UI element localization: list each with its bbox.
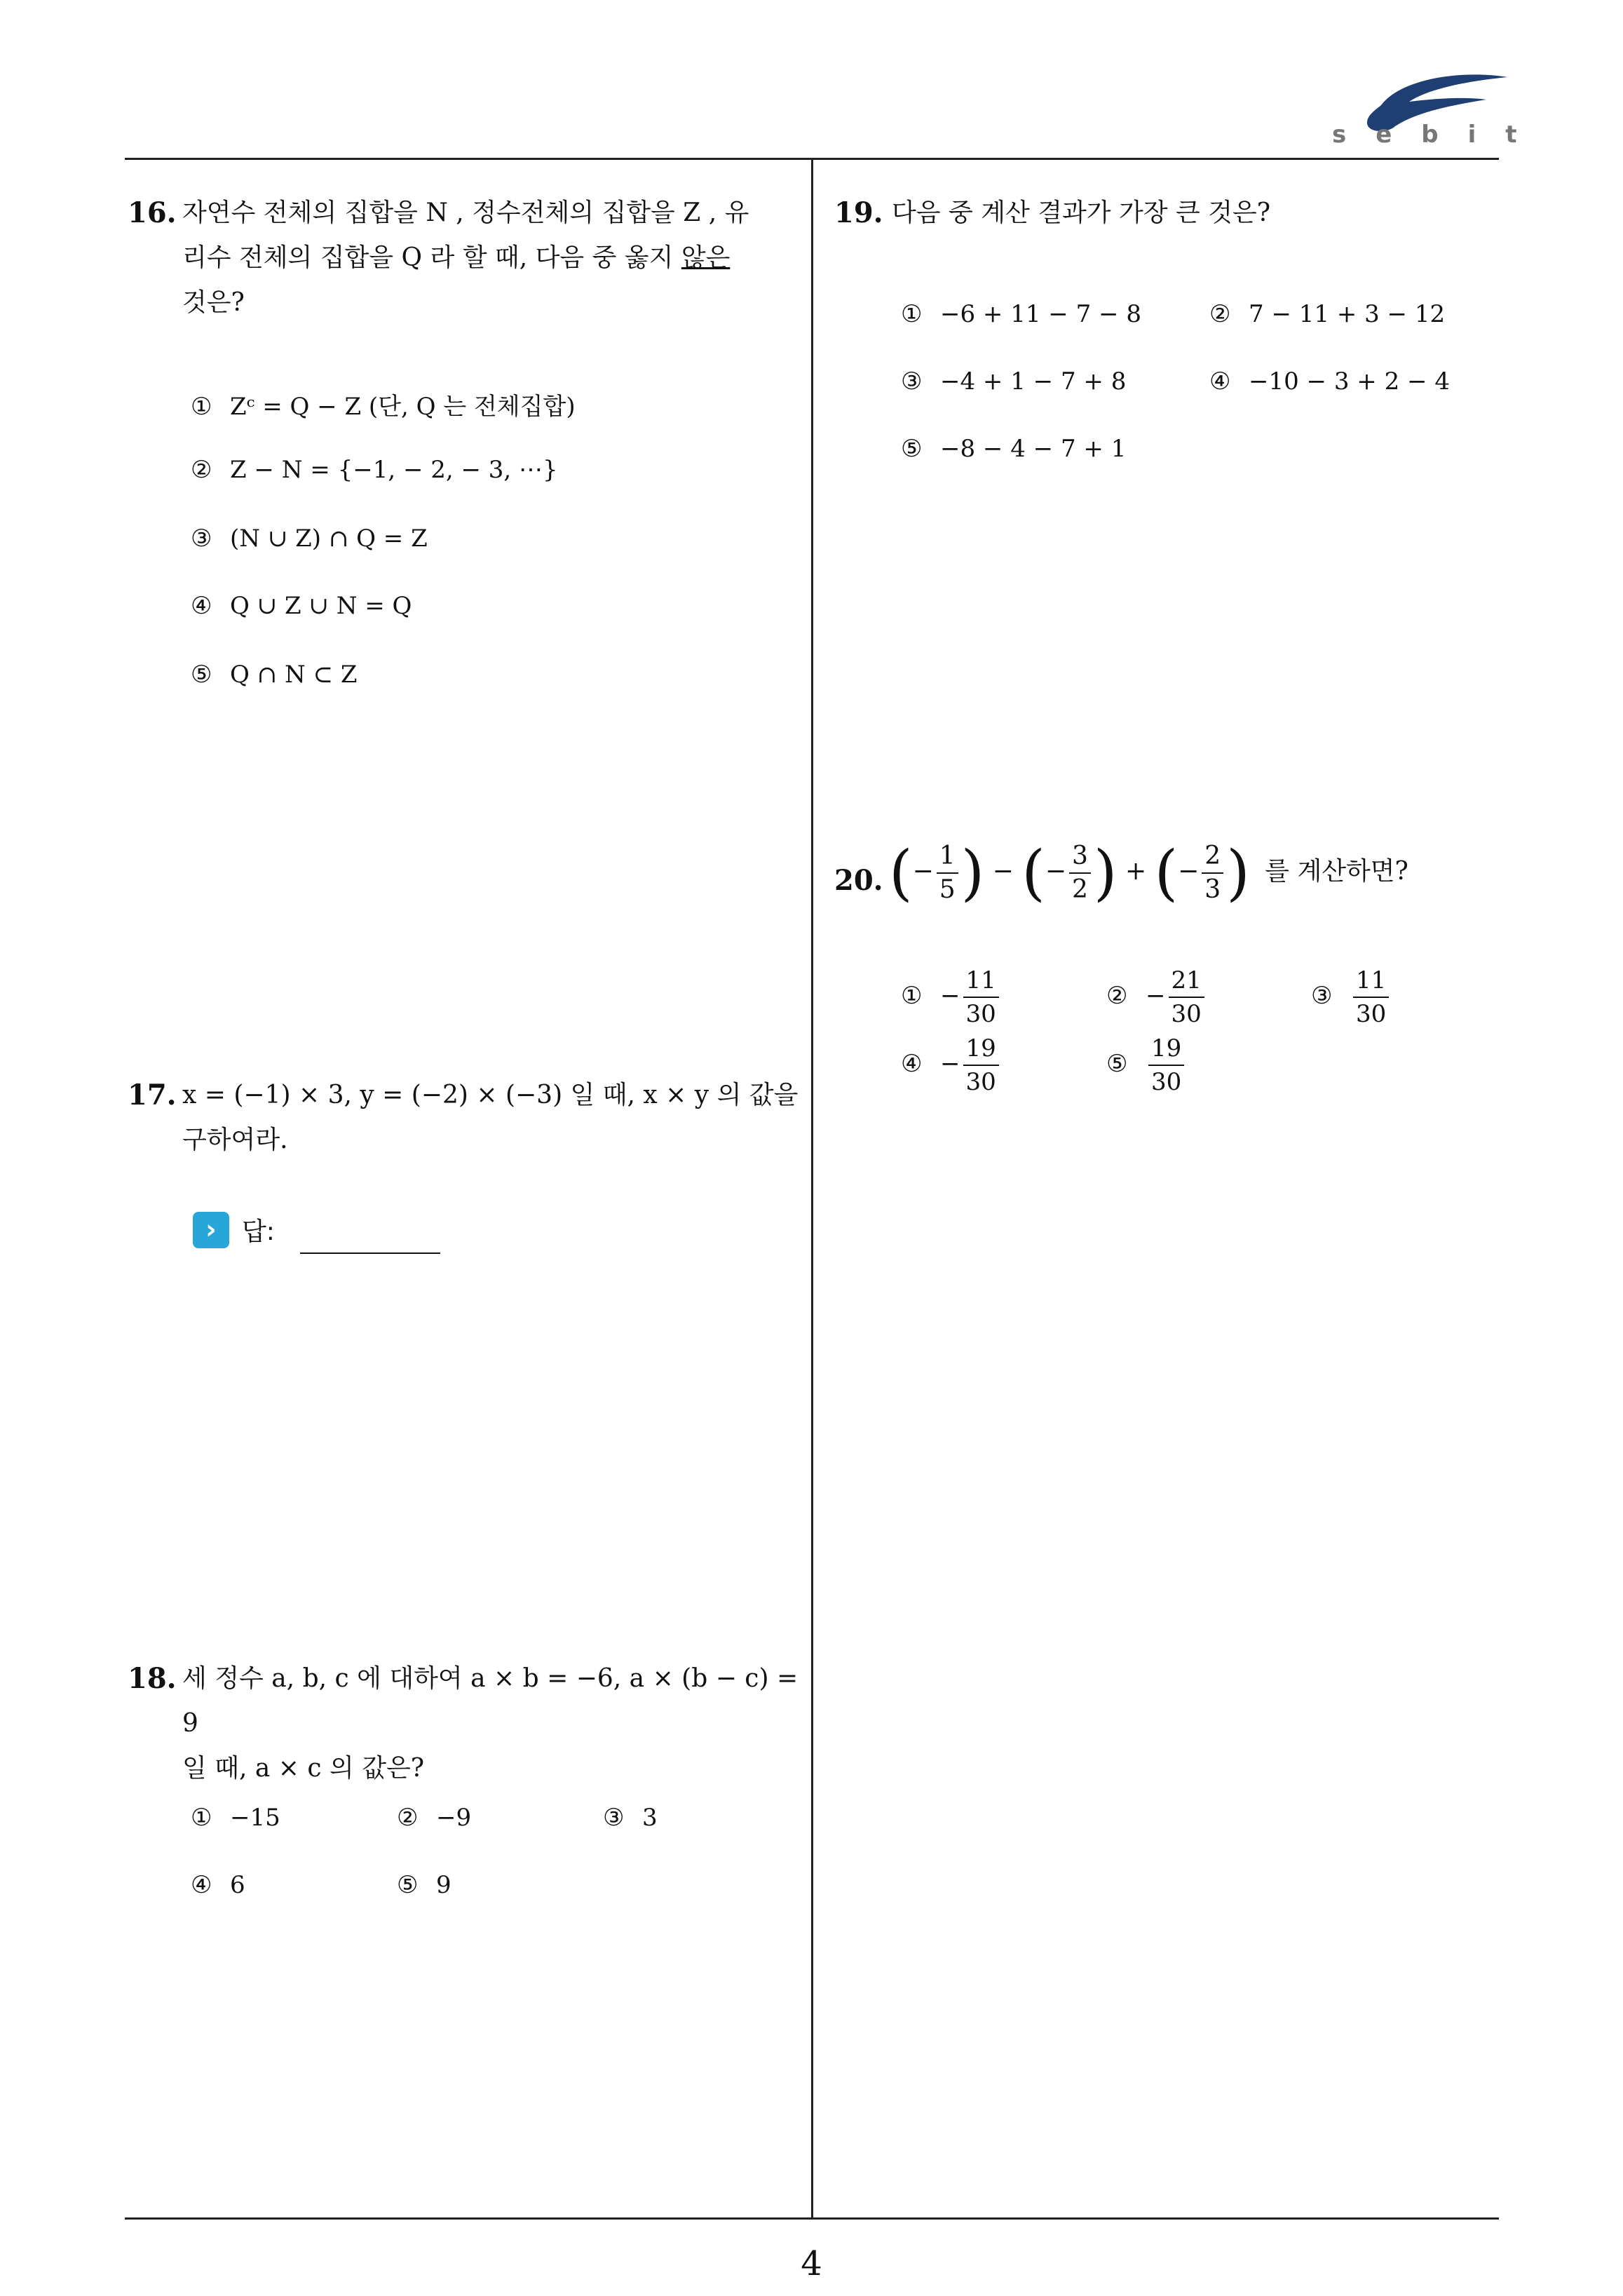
fraction bbox=[1169, 964, 1204, 1030]
q20-expression bbox=[889, 838, 1408, 908]
q16-stem bbox=[182, 191, 799, 325]
logo-text: sebit bbox=[1332, 121, 1547, 149]
option-mark: ② bbox=[1209, 300, 1231, 328]
q18-option-5[interactable] bbox=[397, 1871, 451, 1899]
denominator: 30 bbox=[965, 1000, 996, 1028]
q19-option-5[interactable] bbox=[901, 435, 1126, 463]
q20-option-5[interactable] bbox=[1106, 1032, 1187, 1098]
option-mark: ① bbox=[191, 393, 212, 421]
paren-close: ) bbox=[960, 838, 985, 908]
q18-number: 18. bbox=[128, 1662, 177, 1695]
fraction bbox=[1069, 840, 1091, 906]
numerator: 11 bbox=[1353, 964, 1389, 998]
answer-label: 답: bbox=[242, 1217, 275, 1246]
answer-blank[interactable] bbox=[300, 1252, 440, 1254]
q20-number: 20. bbox=[834, 864, 883, 897]
q17-stem bbox=[182, 1073, 799, 1163]
option-text: −6 + 11 − 7 − 8 bbox=[940, 300, 1141, 328]
option-text: 9 bbox=[436, 1871, 451, 1899]
fraction bbox=[963, 964, 999, 1030]
q18-line2: 일 때, a × c 의 값은? bbox=[182, 1754, 425, 1783]
option-mark: ④ bbox=[1209, 367, 1231, 396]
q20-option-4[interactable] bbox=[901, 1032, 1002, 1098]
option-text: −8 − 4 − 7 + 1 bbox=[940, 435, 1127, 463]
option-mark: ② bbox=[1106, 982, 1128, 1010]
q19-number: 19. bbox=[834, 196, 883, 229]
option-text: −9 bbox=[436, 1804, 472, 1832]
denominator: 30 bbox=[1171, 1000, 1202, 1028]
option-mark: ⑤ bbox=[397, 1871, 419, 1899]
sign: − bbox=[940, 982, 960, 1010]
sign: − bbox=[940, 1050, 960, 1078]
q16-line2-text: 리수 전체의 집합을 Q 라 할 때, 다음 중 옳지 bbox=[182, 243, 681, 272]
q20-option-1[interactable] bbox=[901, 964, 1002, 1030]
q16-option-1[interactable] bbox=[191, 387, 576, 421]
operator: + bbox=[1125, 857, 1147, 886]
footer-rule bbox=[125, 2217, 1499, 2220]
fraction bbox=[1202, 840, 1223, 906]
option-text: 6 bbox=[230, 1871, 245, 1899]
option-mark: ④ bbox=[191, 592, 212, 620]
option-text: 7 − 11 + 3 − 12 bbox=[1249, 300, 1446, 328]
denominator: 3 bbox=[1204, 875, 1221, 904]
q18-option-4[interactable] bbox=[191, 1871, 245, 1899]
option-mark: ③ bbox=[901, 367, 923, 396]
q16-line1: 자연수 전체의 집합을 N , 정수전체의 집합을 Z , 유 bbox=[182, 198, 749, 227]
option-text: Q ∪ Z ∪ N = Q bbox=[230, 592, 412, 620]
q16-number: 16. bbox=[128, 196, 177, 229]
numerator: 2 bbox=[1202, 840, 1223, 874]
q18-option-2[interactable] bbox=[397, 1804, 471, 1832]
q18-option-3[interactable] bbox=[603, 1804, 658, 1832]
operator: − bbox=[992, 857, 1014, 886]
q16-line2 bbox=[182, 236, 799, 281]
q20-option-3[interactable] bbox=[1311, 964, 1392, 1030]
q17-number: 17. bbox=[128, 1079, 177, 1112]
option-text: 3 bbox=[642, 1804, 658, 1832]
denominator: 30 bbox=[965, 1068, 996, 1096]
q16-option-5[interactable] bbox=[191, 661, 357, 689]
paren-open: ( bbox=[1021, 838, 1045, 908]
option-text: Z − N = {−1, − 2, − 3, ⋯} bbox=[230, 456, 558, 484]
denominator: 5 bbox=[939, 875, 956, 904]
denominator: 2 bbox=[1072, 875, 1088, 904]
q18-option-1[interactable] bbox=[191, 1804, 280, 1832]
option-mark: ② bbox=[191, 456, 212, 484]
denominator: 30 bbox=[1151, 1068, 1182, 1096]
numerator: 19 bbox=[1148, 1032, 1184, 1066]
option-mark: ⑤ bbox=[191, 661, 212, 689]
option-mark: ① bbox=[191, 1804, 212, 1832]
option-mark: ② bbox=[397, 1804, 419, 1832]
q19-option-3[interactable] bbox=[901, 367, 1126, 396]
option-mark: ④ bbox=[901, 1050, 923, 1078]
q19-option-1[interactable] bbox=[901, 300, 1141, 328]
option-text: −4 + 1 − 7 + 8 bbox=[940, 367, 1127, 396]
q19-stem: 다음 중 계산 결과가 가장 큰 것은? bbox=[892, 198, 1271, 227]
option-mark: ③ bbox=[191, 525, 212, 553]
q18-line1: 세 정수 a, b, c 에 대하여 a × b = −6, a × (b − c) = 9 bbox=[182, 1664, 799, 1738]
fraction bbox=[1353, 964, 1389, 1030]
fraction bbox=[1148, 1032, 1184, 1098]
option-text: −15 bbox=[230, 1804, 280, 1832]
option-mark: ③ bbox=[603, 1804, 625, 1832]
option-text: Zᶜ = Q − Z (단, Q 는 전체집합) bbox=[230, 393, 576, 421]
q20-option-2[interactable] bbox=[1106, 964, 1207, 1030]
numerator: 3 bbox=[1069, 840, 1091, 874]
q18-stem bbox=[182, 1656, 799, 1791]
fraction bbox=[937, 840, 958, 906]
q16-line3: 것은? bbox=[182, 288, 245, 317]
denominator: 30 bbox=[1356, 1000, 1387, 1028]
numerator: 11 bbox=[963, 964, 999, 998]
page-number: 4 bbox=[801, 2244, 822, 2283]
sign: − bbox=[1178, 857, 1200, 886]
sign: − bbox=[1146, 982, 1166, 1010]
option-mark: ⑤ bbox=[901, 435, 923, 463]
fraction bbox=[963, 1032, 999, 1098]
q19-option-2[interactable] bbox=[1209, 300, 1445, 328]
option-text: Q ∩ N ⊂ Z bbox=[230, 661, 358, 689]
option-mark: ⑤ bbox=[1106, 1050, 1128, 1078]
paren-close: ) bbox=[1226, 838, 1250, 908]
q19-option-4[interactable] bbox=[1209, 367, 1450, 396]
option-mark: ① bbox=[901, 982, 923, 1010]
paren-open: ( bbox=[1154, 838, 1179, 908]
numerator: 1 bbox=[937, 840, 958, 874]
q16-option-4[interactable] bbox=[191, 592, 412, 620]
numerator: 19 bbox=[963, 1032, 999, 1066]
q16-option-2[interactable] bbox=[191, 456, 558, 484]
option-mark: ① bbox=[901, 300, 923, 328]
option-text: (N ∪ Z) ∩ Q = Z bbox=[230, 525, 428, 553]
option-mark: ④ bbox=[191, 1871, 212, 1899]
column-divider bbox=[811, 160, 813, 2219]
paren-close: ) bbox=[1093, 838, 1118, 908]
q16-option-3[interactable] bbox=[191, 525, 428, 553]
option-text: −10 − 3 + 2 − 4 bbox=[1249, 367, 1450, 396]
paren-open: ( bbox=[889, 838, 913, 908]
q17-line1: x = (−1) × 3, y = (−2) × (−3) 일 때, x × y 의 값을 bbox=[182, 1081, 799, 1109]
sign: − bbox=[912, 857, 934, 886]
q17-line2: 구하여라. bbox=[182, 1126, 288, 1154]
q20-suffix: 를 계산하면? bbox=[1265, 857, 1408, 886]
option-mark: ③ bbox=[1311, 982, 1333, 1010]
numerator: 21 bbox=[1169, 964, 1204, 998]
q16-underlined-word: 않은 bbox=[681, 243, 731, 272]
sign: − bbox=[1045, 857, 1067, 886]
chevron-right-icon: › bbox=[193, 1212, 229, 1248]
